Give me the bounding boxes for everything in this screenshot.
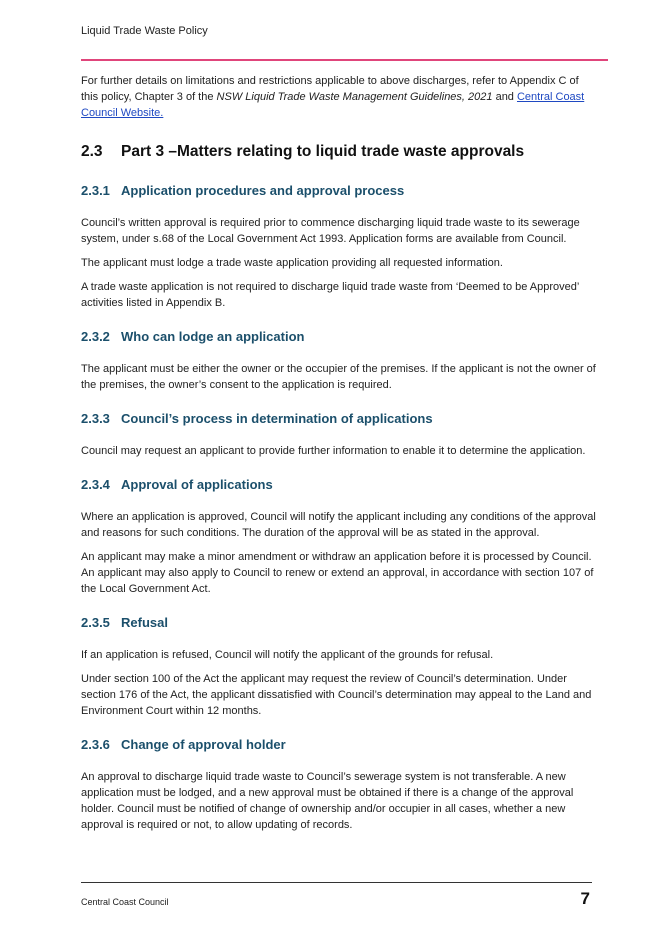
subsection-number: 2.3.5 bbox=[81, 615, 110, 630]
subsection-2-3-5 bbox=[81, 614, 596, 719]
guidelines-title: NSW Liquid Trade Waste Management Guidelines, 2021 bbox=[216, 91, 493, 103]
paragraph: Under section 100 of the Act the applicant may request the review of Council’s determination. Under section 176 of the Act, the applicant dissatisfied with Council’s determination may appeal to the Land and Environment Court within 12 months. bbox=[81, 673, 592, 717]
paragraph: The applicant must lodge a trade waste application providing all requested information. bbox=[81, 257, 503, 269]
subsection-heading bbox=[81, 182, 596, 199]
intro-text: For further details on limitations and restrictions applicable to above discharges, refer to Appendix C of this policy, Chapter 3 of the bbox=[81, 75, 579, 103]
subsection-2-3-6 bbox=[81, 736, 596, 833]
page-content bbox=[81, 73, 596, 841]
council-website-link[interactable]: Central Coast Council Website. bbox=[81, 91, 585, 119]
section-heading bbox=[81, 143, 596, 161]
subsection-number: 2.3.4 bbox=[81, 477, 110, 492]
subsection-title: Application procedures and approval process bbox=[121, 183, 405, 198]
subsection-number: 2.3.1 bbox=[81, 183, 110, 198]
subsection-title: Who can lodge an application bbox=[121, 329, 305, 344]
intro-paragraph bbox=[81, 73, 596, 121]
paragraph: An approval to discharge liquid trade waste to Council’s sewerage system is not transferable. A new application must be lodged, and a new approval must be obtained if there is a change of the approval holder. Council must be notified of change of ownership and/or occupier in all cases, whether a new approval is required or not, to allow updating of records. bbox=[81, 771, 574, 831]
paragraph: Where an application is approved, Council will notify the applicant including any conditions of the approval and reasons for such conditions. The duration of the approval will be as stated in the approval. bbox=[81, 511, 596, 539]
subsection-title: Refusal bbox=[121, 615, 168, 630]
running-header: Liquid Trade Waste Policy bbox=[81, 25, 208, 37]
subsection-2-3-4 bbox=[81, 476, 596, 597]
page-number: 7 bbox=[580, 889, 590, 908]
intro-and: and bbox=[492, 91, 517, 103]
subsection-title: Change of approval holder bbox=[121, 737, 286, 752]
footer-organisation: Central Coast Council bbox=[81, 897, 169, 907]
subsection-number: 2.3.6 bbox=[81, 737, 110, 752]
subsection-heading bbox=[81, 410, 596, 427]
section-number: 2.3 bbox=[81, 143, 103, 160]
subsection-2-3-1 bbox=[81, 182, 596, 311]
paragraph: If an application is refused, Council will notify the applicant of the grounds for refusal. bbox=[81, 649, 494, 661]
paragraph: Council may request an applicant to provide further information to enable it to determine the application. bbox=[81, 445, 586, 457]
subsection-2-3-3 bbox=[81, 410, 596, 459]
subsection-heading bbox=[81, 328, 596, 345]
subsection-2-3-2 bbox=[81, 328, 596, 393]
subsection-heading bbox=[81, 614, 596, 631]
header-rule bbox=[81, 59, 608, 61]
paragraph: Council’s written approval is required prior to commence discharging liquid trade waste to its sewerage system, under s.68 of the Local Government Act 1993. Application forms are available from Council. bbox=[81, 217, 580, 245]
footer-rule bbox=[81, 882, 592, 883]
subsection-title: Approval of applications bbox=[121, 477, 273, 492]
paragraph: The applicant must be either the owner or the occupier of the premises. If the applicant is not the owner of the premises, the owner’s consent to the application is required. bbox=[81, 363, 596, 391]
paragraph: An applicant may make a minor amendment or withdraw an application before it is processed by Council. An applicant may also apply to Council to renew or extend an approval, in accordance with section 107 of the Local Government Act. bbox=[81, 551, 594, 595]
subsection-heading bbox=[81, 476, 596, 493]
subsection-title: Council’s process in determination of applications bbox=[121, 411, 433, 426]
subsection-heading bbox=[81, 736, 596, 753]
subsection-number: 2.3.3 bbox=[81, 411, 110, 426]
subsection-number: 2.3.2 bbox=[81, 329, 110, 344]
paragraph: A trade waste application is not required to discharge liquid trade waste from ‘Deemed to be Approved’ activities listed in Appendix B. bbox=[81, 281, 579, 309]
section-title: Part 3 –Matters relating to liquid trade waste approvals bbox=[121, 143, 525, 160]
